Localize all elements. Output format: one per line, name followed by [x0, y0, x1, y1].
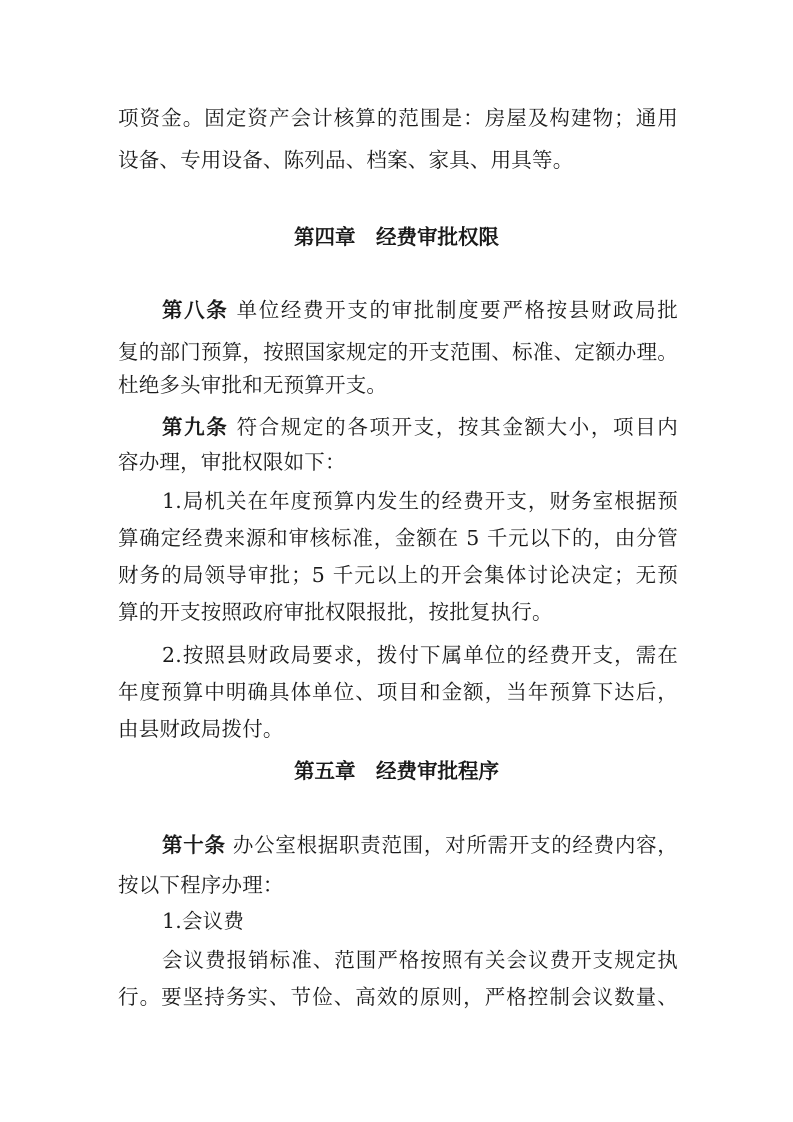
paragraph-line: 财务的局领导审批；5 千元以上的开会集体讨论决定；无预	[118, 563, 678, 587]
paragraph-line: 会议费报销标准、范围严格按照有关会议费开支规定执	[162, 948, 678, 972]
article-9-label: 第九条	[162, 415, 229, 439]
subsection-title: 1.会议费	[162, 909, 245, 933]
paragraph-line: 杜绝多头审批和无预算开支。	[118, 373, 388, 397]
list-item-1-line: 1.局机关在年度预算内发生的经费开支，财务室根据预	[162, 489, 678, 513]
paragraph-line: 容办理，审批权限如下：	[118, 450, 346, 474]
article-10-text: 办公室根据职责范围，对所需开支的经费内容，	[232, 833, 679, 857]
paragraph-line: 行。要坚持务实、节俭、高效的原则，严格控制会议数量、	[118, 985, 678, 1009]
article-10-label: 第十条	[162, 833, 226, 857]
article-9-text: 符合规定的各项开支，按其金额大小，项目内	[236, 415, 679, 439]
paragraph-line: 项资金。固定资产会计核算的范围是：房屋及构建物；通用	[118, 106, 678, 130]
article-8-label: 第八条	[162, 298, 229, 322]
article-9-line	[162, 412, 678, 442]
paragraph-line: 算确定经费来源和审核标准，金额在 5 千元以下的，由分管	[118, 526, 678, 550]
paragraph-line: 算的开支按照政府审批权限报批，按批复执行。	[118, 600, 553, 624]
paragraph-line: 由县财政局拨付。	[118, 717, 284, 741]
article-8-line	[162, 295, 678, 325]
chapter-heading-4: 第四章 经费审批权限	[294, 225, 499, 249]
article-8-text: 单位经费开支的审批制度要严格按县财政局批	[236, 298, 679, 322]
paragraph-line: 年度预算中明确具体单位、项目和金额，当年预算下达后，	[118, 680, 678, 704]
list-item-2-line: 2.按照县财政局要求，拨付下属单位的经费开支，需在	[162, 643, 678, 667]
chapter-heading-5: 第五章 经费审批程序	[294, 759, 499, 783]
article-10-line	[162, 830, 678, 860]
paragraph-line: 设备、专用设备、陈列品、档案、家具、用具等。	[118, 148, 574, 172]
paragraph-line: 复的部门预算，按照国家规定的开支范围、标准、定额办理。	[118, 340, 678, 364]
paragraph-line: 按以下程序办理：	[118, 873, 284, 897]
